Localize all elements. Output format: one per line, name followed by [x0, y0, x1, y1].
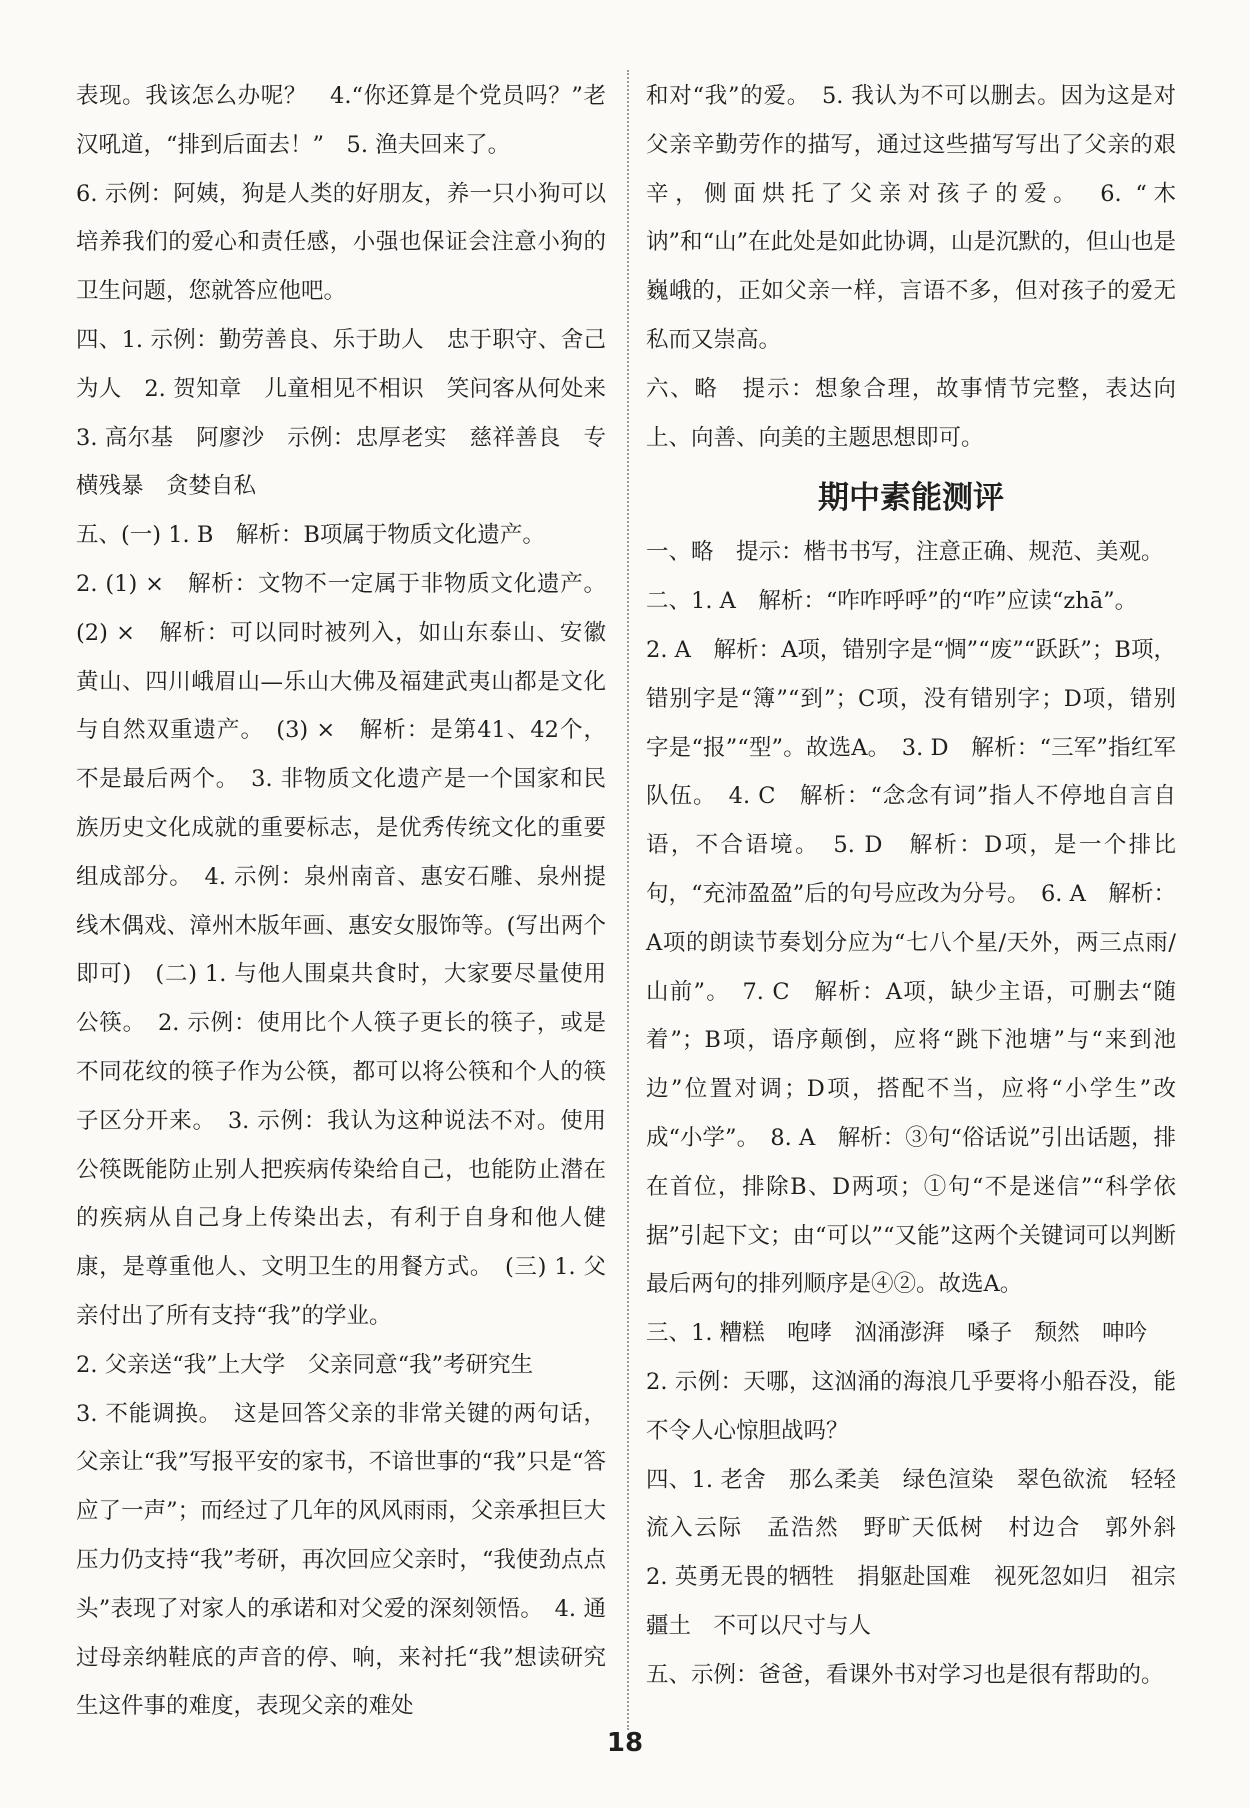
answer-paragraph: 3. 不能调换。 这是回答父亲的非常关键的两句话，父亲让“我”写报平安的家书，不谙世事的“我”只是“答应了一声”；而经过了几年的风风雨雨，父亲承担巨大压力仍支持“我”考研，再次回应父亲时，“我使劲点点头”表现了对家人的承诺和对父爱的深刻领悟。 4. 通过母亲纳鞋底的声音的停、响，来衬托“我”想读研究生这件事的难度，表现父亲的难处: [76, 1400, 607, 1720]
answer-paragraph: 四、1. 示例：勤劳善良、乐于助人 忠于职守、舍己为人 2. 贺知章 儿童相见不相识 笑问客从何处来 3. 高尔基 阿廖沙 示例：忠厚老实 慈祥善良 专横残暴 贪婪自私: [76, 326, 629, 500]
answer-paragraph: 2. A 解析：A项，错别字是“惆”“废”“跃跃”；B项，错别字是“簿”“到”；C项，没有错别字；D项，错别字是“报”“型”。故选A。 3. D 解析：“三军”指红军队伍。 4. C 解析：“念念有词”指人不停地自言自语，不合语境。 5. D 解析：D项，是一个排比句，“充沛盈盈”后的句号应改为分号。 6. A 解析：A项的朗读节奏划分应为“七八个星/天外，两三点雨/山前”。 7. C 解析：A项，缺少主语，可删去“随着”；B项，语序颠倒，应将“跳下池塘”与“来到池边”位置对调；D项，搭配不当，应将“小学生”改成“小学”。 8. A 解析：③句“俗话说”引出话题，排在首位，排除B、D两项；①句“不是迷信”“科学依据”引起下文；由“可以”“又能”这两个关键词可以判断最后两句的排列顺序是④②。故选A。: [646, 636, 1177, 1298]
answer-paragraph: 三、1. 糟糕 咆哮 汹涌澎湃 嗓子 颓然 呻吟: [646, 1320, 1148, 1347]
answer-paragraph: 一、略 提示：楷书书写，注意正确、规范、美观。: [646, 539, 1164, 566]
column-divider: [627, 70, 629, 1730]
answer-paragraph: 6. 示例：阿姨，狗是人类的好朋友，养一只小狗可以培养我们的爱心和责任感，小强也保证会注意小狗的卫生问题，您就答应他吧。: [76, 180, 606, 305]
answer-paragraph: 二、1. A 解析：“咋咋呼呼”的“咋”应读“zhā”。: [646, 588, 1138, 615]
page-number: 18: [606, 1728, 644, 1758]
answer-paragraph: 2. (1) × 解析：文物不一定属于非物质文化遗产。(2) × 解析：可以同时被列入，如山东泰山、安徽黄山、四川峨眉山—乐山大佛及福建武夷山都是文化与自然双重遗产。 (3) × 解析：是第41、42个，不是最后两个。 3. 非物质文化遗产是一个国家和民族历史文化成就的重要标志，是优秀传统文化的重要组成部分。 4. 示例：泉州南音、惠安石雕、泉州提线木偶戏、漳州木版年画、惠安女服饰等。(写出两个即可) (二) 1. 与他人围桌共食时，大家要尽量使用公筷。 2. 示例：使用比个人筷子更长的筷子，或是不同花纹的筷子作为公筷，都可以将公筷和个人的筷子区分开来。 3. 示例：我认为这种说法不对。使用公筷既能防止别人把疾病传染给自己，也能防止潜在的疾病从自己身上传染出去，有利于自身和他人健康，是尊重他人、文明卫生的用餐方式。 (三) 1. 父亲付出了所有支持“我”的学业。: [76, 570, 606, 1329]
answer-paragraph: 六、略 提示：想象合理，故事情节完整，表达向上、向善、向美的主题思想即可。: [646, 375, 1176, 451]
answer-paragraph: 四、1. 老舍 那么柔美 绿色渲染 翠色欲流 轻轻流入云际 孟浩然 野旷天低树 村边合 郭外斜 2. 英勇无畏的牺牲 捐躯赴国难 视死忽如归 祖宗疆土 不可以尺寸与人: [646, 1466, 1199, 1639]
section-title: 期中素能测评: [818, 480, 1004, 517]
answer-paragraph: 五、示例：爸爸，看课外书对学习也是很有帮助的。: [646, 1661, 1164, 1688]
answer-paragraph: 五、(一) 1. B 解析：B项属于物质文化遗产。: [76, 522, 545, 549]
answer-paragraph: 表现。我该怎么办呢？ 4.“你还算是个党员吗？”老汉吼道，“排到后面去！” 5. 渔夫回来了。: [76, 83, 606, 158]
left-column: [76, 72, 629, 1731]
answer-paragraph: 和对“我”的爱。 5. 我认为不可以删去。因为这是对父亲辛勤劳作的描写，通过这些描写写出了父亲的艰辛，侧面烘托了父亲对孩子的爱。 6. “木讷”和“山”在此处是如此协调，山是沉默的，但山也是巍峨的，正如父亲一样，言语不多，但对孩子的爱无私而又崇高。: [646, 83, 1176, 353]
answer-paragraph: 2. 示例：天哪，这汹涌的海浪几乎要将小船吞没，能不令人心惊胆战吗？: [646, 1368, 1176, 1444]
answer-paragraph: 2. 父亲送“我”上大学 父亲同意“我”考研究生: [76, 1351, 534, 1378]
right-column: [646, 72, 1199, 1700]
